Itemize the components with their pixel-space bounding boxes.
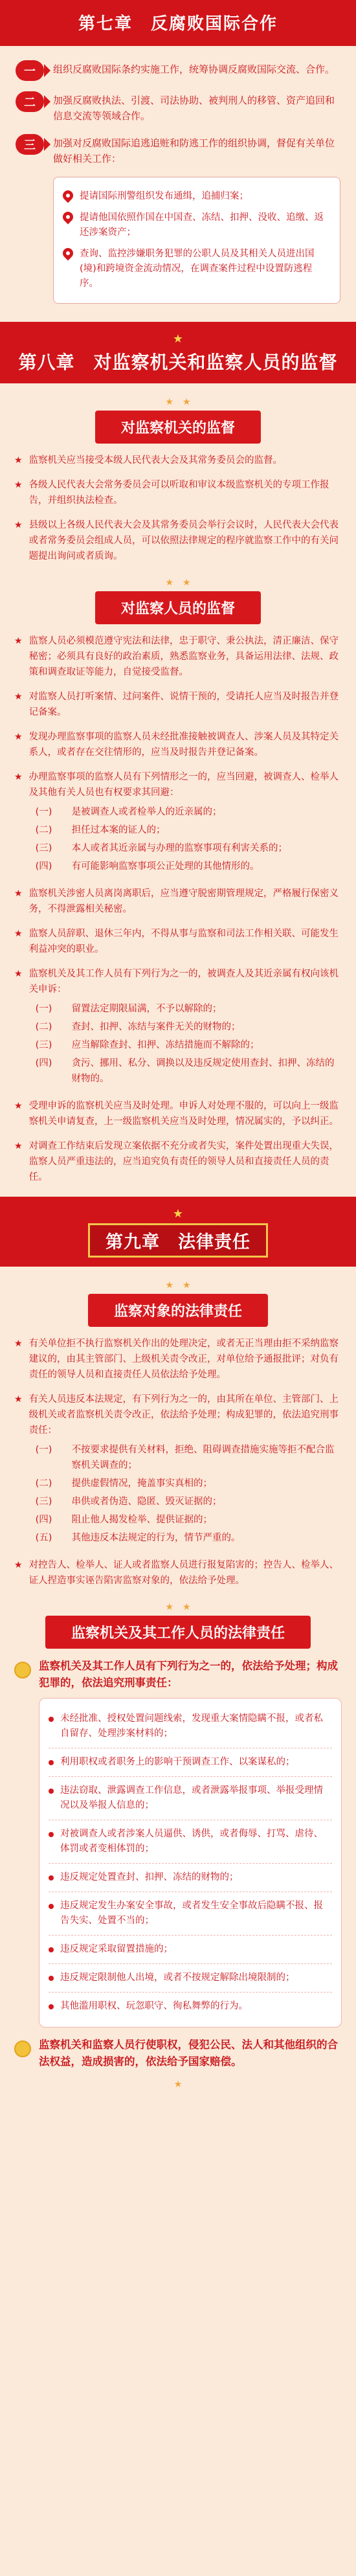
- box-item: 违反规定发生办案安全事故，或者发生安全事故后隐瞒不报、报告失实、处置不当的；: [49, 1892, 332, 1936]
- ch7-item-1: [16, 60, 340, 81]
- sub-item: (一) 留置法定期限届满，不予以解除的；: [35, 1004, 222, 1014]
- ch7-sub-text: 提请他国依照作国在中国查、冻结、扣押、没收、追缴、返还涉案资产；: [80, 212, 324, 238]
- paragraph: 监察机关应当接受本级人民代表大会及其常务委员会的监督。: [28, 455, 283, 466]
- paragraph: 各级人民代表大会常务委员会可以听取和审议本级监察机关的专项工作报告，并组织执法检查。: [28, 480, 329, 506]
- yellow-dot-icon: [14, 2040, 31, 2057]
- list-item: [14, 886, 342, 917]
- box-item: 对被调查人或者涉案人员逼供、诱供，或者侮辱、打骂、虐待、体罚或者变相体罚的；: [49, 1820, 332, 1864]
- section-heading: 监察对象的法律责任: [88, 1294, 268, 1327]
- star-bullet-icon: ★: [14, 1339, 23, 1349]
- star-icon: ★ ★: [165, 578, 191, 588]
- location-pin-icon: [63, 190, 73, 203]
- chapter7-list: [0, 46, 356, 310]
- dot-icon: [49, 2004, 54, 2009]
- paragraph: 监察人员必须模范遵守宪法和法律，忠于职守、秉公执法，清正廉洁、保守秘密；必须具有良好的政治素质，熟悉监察业务，具备运用法律、法规、政策和调查取证等能力，自觉接受监督。: [28, 636, 339, 677]
- paragraph: 县级以上各级人民代表大会及其常务委员会举行会议时，人民代表大会代表或者常务委员会组成人员，可以依照法律规定的程序就监察工作中的有关问题提出询问或者质询。: [28, 520, 339, 561]
- ribbon-wrap: [0, 395, 356, 444]
- ch7-sub-item: [63, 210, 331, 240]
- chapter8-banner: [0, 322, 356, 383]
- list-item: [14, 517, 342, 564]
- list-item: [14, 633, 342, 680]
- lead-block: [0, 1658, 356, 1691]
- ribbon-wrap: [0, 1600, 356, 1649]
- dot-icon: [49, 1832, 54, 1837]
- ch7-sub-text: 提请国际刑警组织发布通缉，追捕归案；: [80, 191, 249, 201]
- star-icon: ★: [172, 332, 184, 346]
- list-item: [14, 769, 342, 877]
- star-bullet-icon: ★: [14, 1101, 23, 1111]
- star-bullet-icon: ★: [14, 732, 23, 742]
- star-bullet-icon: ★: [14, 969, 23, 979]
- ch8-part2-list: [0, 633, 356, 1185]
- ch7-item-1-number: 一: [16, 60, 44, 81]
- sub-item: (三) 应当解除查封、扣押、冻结措施而不解除的；: [35, 1040, 260, 1050]
- ch7-sub-text: 查询、监控涉嫌职务犯罪的公职人员及其相关人员进出国(境)和跨境资金流动情况，在调查案件过程中设置防逃程序。: [80, 249, 315, 289]
- ch7-item-2: [16, 91, 340, 124]
- sub-item: (一) 不按要求提供有关材料，拒绝、阻碍调查措施实施等拒不配合监察机关调查的；: [35, 1445, 335, 1471]
- lead-block: [0, 2037, 356, 2070]
- sub-item: (二) 担任过本案的证人的；: [35, 825, 166, 835]
- star-bullet-icon: ★: [14, 1560, 23, 1570]
- box-item: 违反规定限制他人出境，或者不按规定解除出境限制的；: [49, 1964, 332, 1993]
- ch7-item-2-number: 二: [16, 91, 44, 112]
- sub-item: (三) 串供或者伪造、隐匿、毁灭证据的；: [35, 1497, 222, 1507]
- list-item: [14, 1557, 342, 1588]
- star-bullet-icon: ★: [14, 888, 23, 899]
- paragraph: 监察人员辞职、退休三年内，不得从事与监察和司法工作相关联、可能发生利益冲突的职业。: [28, 929, 339, 955]
- sub-item: (五) 其他违反本法规定的行为，情节严重的。: [35, 1533, 241, 1543]
- star-bullet-icon: ★: [14, 455, 23, 466]
- list-item: [14, 729, 342, 760]
- ch7-item-3-number: 三: [16, 134, 44, 155]
- star-icon: ★ ★: [165, 1602, 191, 1612]
- list-item: [14, 453, 342, 468]
- sub-item: (四) 阻止他人揭发检举、提供证据的；: [35, 1515, 213, 1525]
- list-item: [14, 1138, 342, 1185]
- box-item: 违反规定采取留置措施的；: [49, 1936, 332, 1964]
- box-item: 违反规定处置查封、扣押、冻结的财物的；: [49, 1864, 332, 1892]
- star-bullet-icon: ★: [14, 1141, 23, 1151]
- section-heading: 对监察人员的监督: [95, 591, 261, 624]
- paragraph: 监察机关涉密人员离岗离职后，应当遵守脱密期管理规定，严格履行保密义务，不得泄露相关秘密。: [28, 888, 339, 914]
- paragraph: 办理监察事项的监察人员有下列情形之一的，应当回避，被调查人、检举人及其他有关人员也有权要求其回避：: [28, 772, 339, 798]
- sub-item: (四) 有可能影响监察事项公正处理的其他情形的。: [35, 861, 260, 872]
- dot-icon: [49, 1976, 54, 1981]
- star-bullet-icon: ★: [14, 772, 23, 782]
- ch8-part1-list: [0, 453, 356, 564]
- sub-item: (二) 提供虚假情况，掩盖事实真相的；: [35, 1478, 213, 1489]
- list-item: [14, 1336, 342, 1383]
- yellow-dot-icon: [14, 1662, 31, 1678]
- ribbon-wrap: [0, 576, 356, 624]
- sub-item: (二) 查封、扣押、冻结与案件无关的财物的；: [35, 1022, 241, 1032]
- dot-icon: [49, 1875, 54, 1881]
- recusal-sub-list: [36, 804, 342, 874]
- list-item: [14, 966, 342, 1089]
- ch7-sub-item: [63, 247, 331, 291]
- sub-item: (三) 本人或者其近亲属与办理的监察事项有利害关系的；: [35, 843, 288, 853]
- paragraph: 有关人员违反本法规定，有下列行为之一的，由其所在单位、主管部门、上级机关或者监察机关责令改正，依法给予处理；构成犯罪的，依法追究刑事责任：: [28, 1394, 339, 1436]
- list-item: [14, 1098, 342, 1129]
- location-pin-icon: [63, 212, 73, 225]
- box-item: 其他滥用职权、玩忽职守、徇私舞弊的行为。: [49, 1993, 332, 2020]
- star-bullet-icon: ★: [14, 520, 23, 530]
- ch9-part1-list: [0, 1336, 356, 1588]
- dot-icon: [49, 1717, 54, 1722]
- paragraph: 发现办理监察事项的监察人员未经批准接触被调查人、涉案人员及其特定关系人，或者存在交往情形的，应当及时报告并登记备案。: [28, 732, 339, 758]
- paragraph: 监察机关及其工作人员有下列行为之一的，被调查人及其近亲属有权向该机关申诉：: [28, 969, 339, 995]
- list-item: [14, 689, 342, 720]
- paragraph: 受理申诉的监察机关应当及时处理。申诉人对处理不服的，可以向上一级监察机关申请复查，上一级监察机关应当及时处理，情况属实的，予以纠正。: [28, 1101, 339, 1127]
- ch7-sub-box: [53, 177, 340, 304]
- dot-icon: [49, 1904, 54, 1909]
- chapter7-header: [0, 0, 356, 46]
- ch7-item-3: [16, 134, 340, 166]
- chapter7-title: 第七章 反腐败国际合作: [78, 14, 278, 34]
- list-item: [14, 1392, 342, 1548]
- chapter8-title: 第八章 对监察机关和监察人员的监督: [18, 352, 338, 373]
- section-heading: 监察机关及其工作人员的法律责任: [45, 1616, 311, 1649]
- star-icon: ★: [173, 2079, 183, 2090]
- complaint-sub-list: [36, 1001, 342, 1087]
- star-icon: ★ ★: [165, 397, 191, 407]
- lead-text: 监察机关和监察人员行使职权，侵犯公民、法人和其他组织的合法权益，造成损害的，依法给予国家赔偿。: [39, 2039, 338, 2068]
- star-bullet-icon: ★: [14, 1394, 23, 1405]
- violate-sub-list: [36, 1442, 342, 1546]
- location-pin-icon: [63, 248, 73, 261]
- paragraph: 对监察人员打听案情、过问案件、说情干预的，受请托人应当及时报告并登记备案。: [28, 692, 339, 717]
- chapter9-title: 第九章 法律责任: [88, 1223, 268, 1258]
- star-icon: ★ ★: [165, 1280, 191, 1291]
- dot-icon: [49, 1789, 54, 1794]
- chapter9-banner: [0, 1197, 356, 1267]
- sub-item: (四) 贪污、挪用、私分、调换以及违反规定使用查封、扣押、冻结的财物的。: [35, 1058, 335, 1084]
- ch7-sub-item: [63, 189, 331, 204]
- star-bullet-icon: ★: [14, 636, 23, 646]
- dot-icon: [49, 1947, 54, 1952]
- ch7-item-2-text: 加强反腐败执法、引渡、司法协助、被判刑人的移管、资产追回和信息交流等领域合作。: [53, 95, 335, 122]
- paragraph: 对控告人、检举人、证人或者监察人员进行报复陷害的；控告人、检举人、证人捏造事实诬告陷害监察对象的，依法给予处理。: [28, 1560, 339, 1586]
- ch7-item-1-text: 组织反腐败国际条约实施工作，统筹协调反腐败国际交流、合作。: [53, 63, 335, 75]
- lead-text: 监察机关及其工作人员有下列行为之一的，依法给予处理；构成犯罪的，依法追究刑事责任：: [39, 1660, 338, 1689]
- paragraph: 对调查工作结束后发现立案依据不充分或者失实，案件处置出现重大失误，监察人员严重违法的，应当追究负有责任的领导人员和直接责任人员的责任。: [28, 1141, 339, 1182]
- ch9-box: [39, 1698, 342, 2028]
- list-item: [14, 926, 342, 957]
- star-bullet-icon: ★: [14, 480, 23, 490]
- ribbon-wrap: [0, 1278, 356, 1327]
- star-icon: ★: [172, 1207, 184, 1221]
- box-item: 违法窃取、泄露调查工作信息，或者泄露举报事项、举报受理情况以及举报人信息的；: [49, 1777, 332, 1820]
- box-item: 利用职权或者职务上的影响干预调查工作、以案谋私的；: [49, 1748, 332, 1777]
- list-item: [14, 477, 342, 508]
- star-bullet-icon: ★: [14, 692, 23, 702]
- box-item: 未经批准、授权处置问题线索，发现重大案情隐瞒不报，或者私自留存、处理涉案材料的；: [49, 1705, 332, 1748]
- star-bullet-icon: ★: [14, 929, 23, 939]
- paragraph: 有关单位拒不执行监察机关作出的处理决定，或者无正当理由拒不采纳监察建议的，由其主管部门、上级机关责令改正，对单位给予通报批评；对负有责任的领导人员和直接责任人员依法给予处理。: [28, 1339, 339, 1380]
- ch7-item-3-text: 加强对反腐败国际追逃追赃和防逃工作的组织协调，督促有关单位做好相关工作：: [53, 137, 335, 164]
- sub-item: (一) 是被调查人或者检举人的近亲属的；: [35, 807, 222, 817]
- dot-icon: [49, 1760, 54, 1765]
- section-heading: 对监察机关的监督: [95, 411, 261, 444]
